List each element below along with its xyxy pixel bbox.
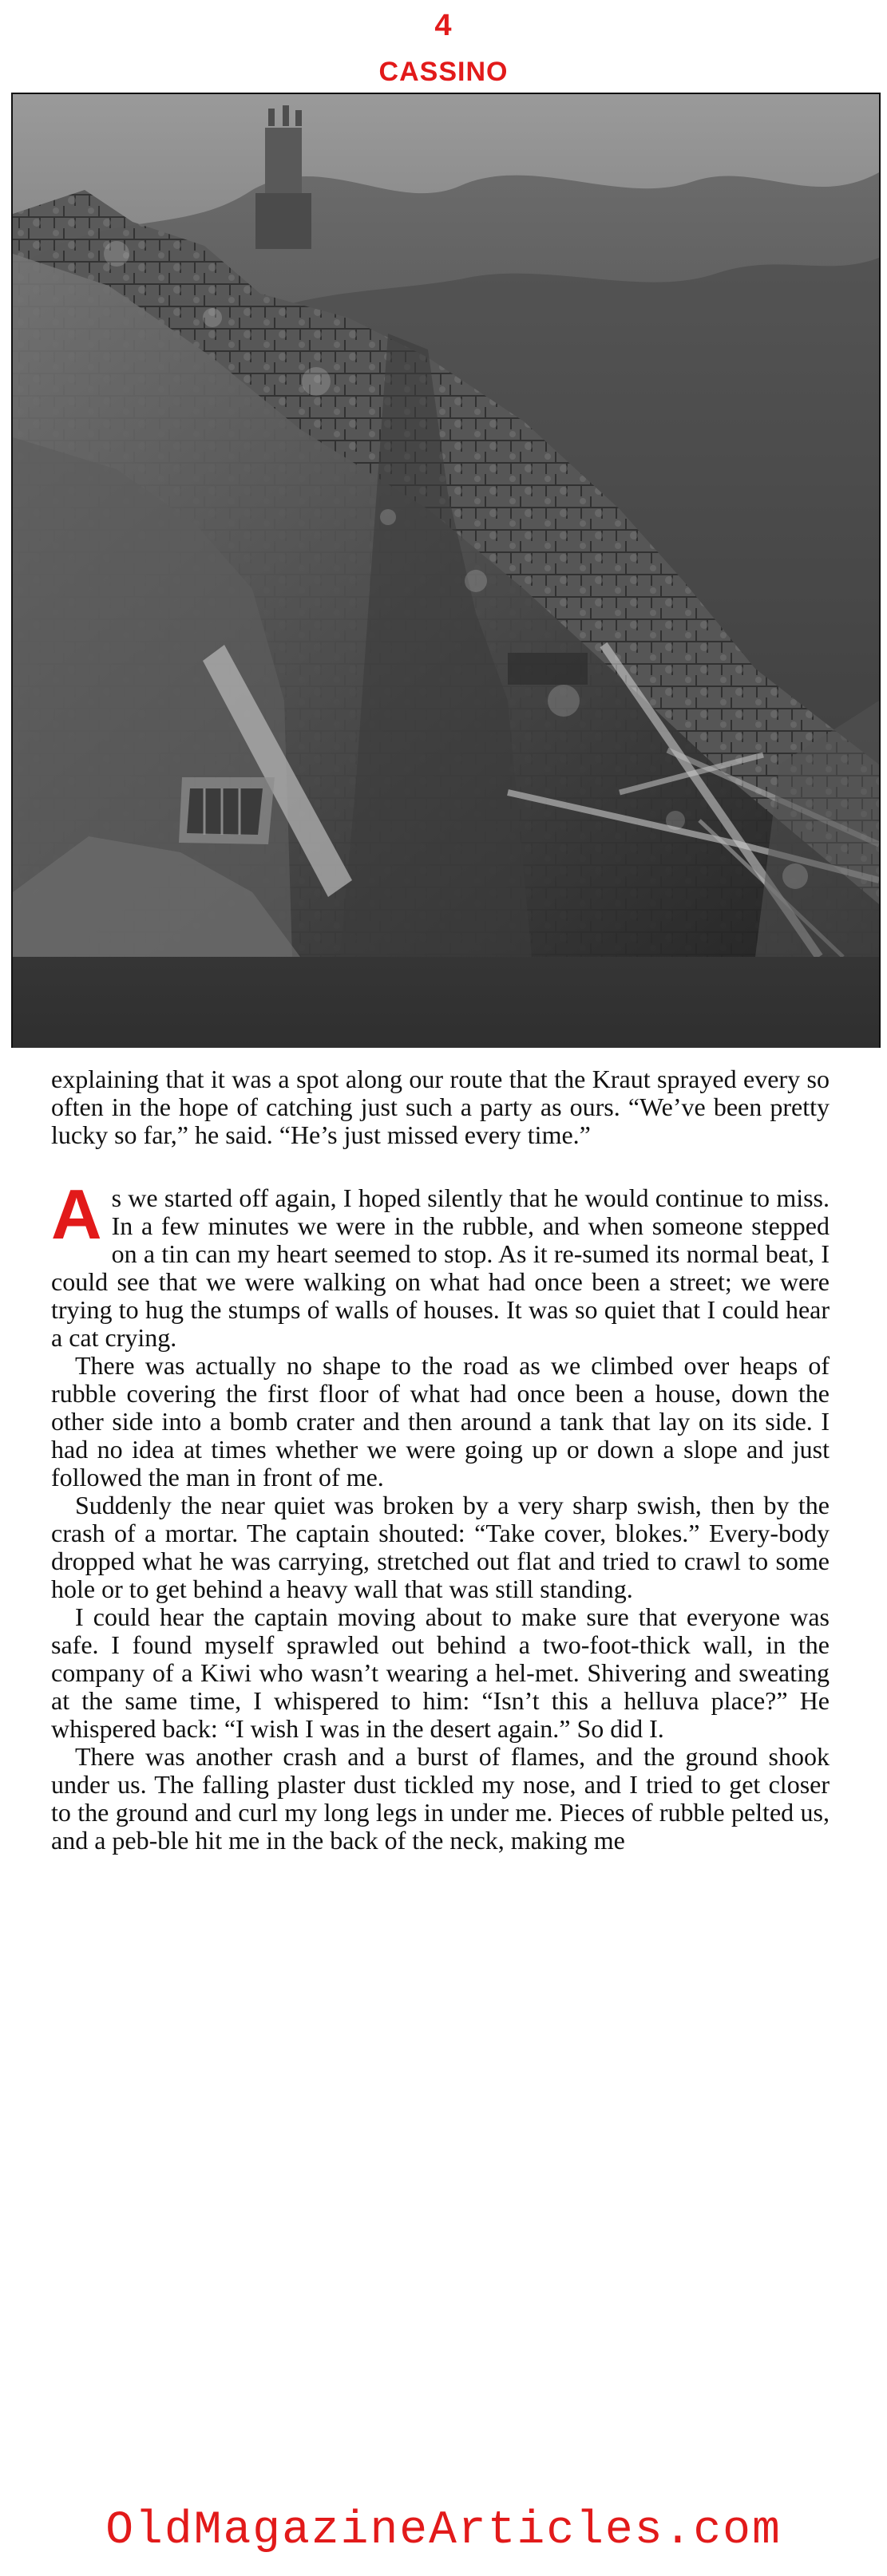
article-paragraph-3: Suddenly the near quiet was broken by a very sharp swish, then by the crash of a mortar. The captain shouted: “Take cover, blokes.” Every-body dropped what he was carrying, stretched out flat and tried to crawl to some hole or to get behind a heavy wall that was still standing. [51,1491,830,1603]
drop-cap-letter: A [51,1175,102,1254]
article-paragraph-1-text: s we started off again, I hoped silently that he would continue to miss. In a few minutes we were in the rubble, and when someone stepped on a tin can my heart seemed to stop. As it re-sumed its normal beat, I could see that we were walking on what had once been a street; we were trying to hug the stumps of walls of houses. It was so quiet that I could hear a cat crying. [51,1183,830,1352]
page-number: 4 [434,9,453,42]
photo-illustration [13,94,879,957]
site-watermark: OldMagazineArticles.com [105,2505,782,2557]
section-title: CASSINO [378,57,509,87]
article-body [51,1065,830,1855]
article-paragraph-5: There was another crash and a burst of flames, and the ground shook under us. The falling plaster dust tickled my nose, and I tried to get closer to the ground and curl my long legs in under me. Pieces of rubble pelted us, and a peb-ble hit me in the back of the neck, making me [51,1742,830,1855]
page-header [0,10,887,86]
article-paragraph-1 [51,1175,830,1352]
article-paragraph-2: There was actually no shape to the road as we climbed over heaps of rubble covering the first floor of what had once been a house, down the other side into a bomb crater and then around a tank that lay on its side. I had no idea at times whether we were going up or down a slope and just followed the man in front of me. [51,1351,830,1491]
article-intro: explaining that it was a spot along our route that the Kraut sprayed every so often in the hope of catching just such a party as ours. “We’ve been pretty lucky so far,” he said. “He’s just missed every time.” [51,1065,830,1149]
article-paragraph-4: I could hear the captain moving about to make sure that everyone was safe. I found myself sprawled out behind a two-foot-thick wall, in the company of a Kiwi who wasn’t wearing a hel-met. Shivering and sweating at the same time, I whispered to him: “Isn’t this a helluva place?” He whispered back: “I wish I was in the desert again.” So did I. [51,1602,830,1743]
rubble-photo [11,93,881,1048]
